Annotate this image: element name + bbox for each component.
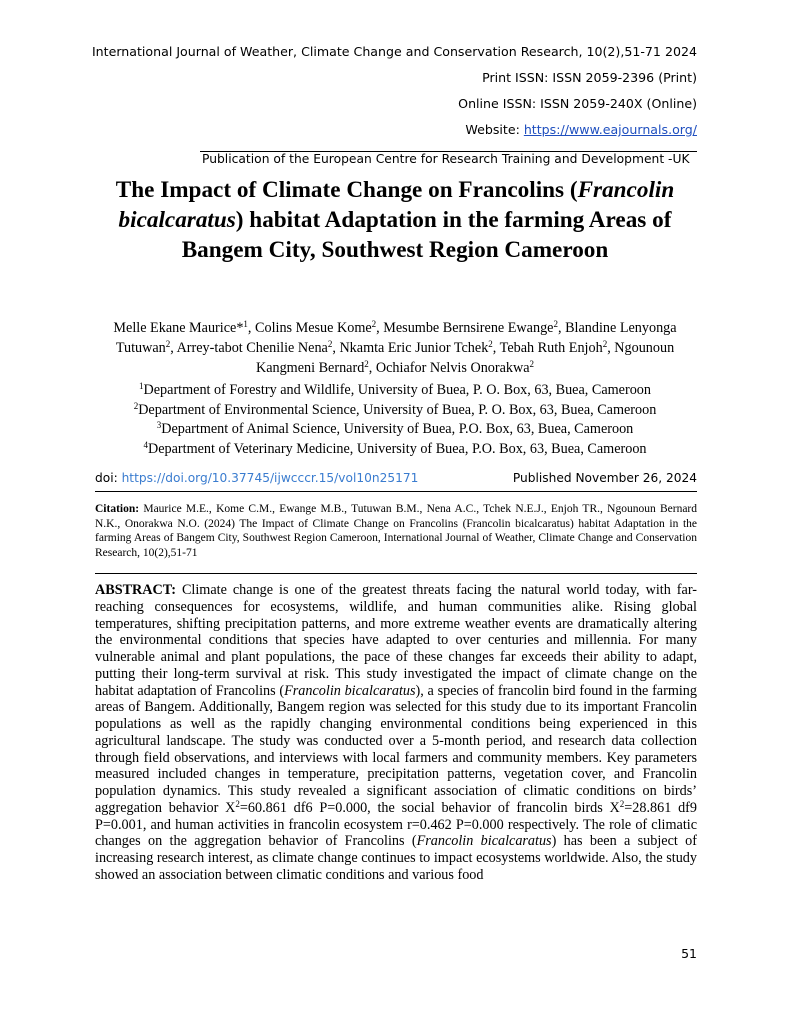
citation-label: Citation: [95,503,140,515]
abstract-label: ABSTRACT: [95,582,176,598]
title-part-1: The Impact of Climate Change on Francolins ( [115,177,578,203]
affiliation: $^1$Department of Forestry and Wildlife, University of Buea, P. O. Box, 63, Buea, Cameroon [139,381,651,398]
author-list [100,318,690,378]
affiliation-list [100,381,690,459]
doi-row [95,471,697,485]
website-link[interactable]: https://www.eajournals.org/ [523,122,697,137]
author: Mesumbe Bernsirene Ewange$^2$, [383,319,566,336]
doi-link[interactable]: https://doi.org/10.37745/ijwcccr.15/vol10n25171 [121,471,419,485]
citation-block [95,502,697,560]
affiliation: $^4$Department of Veterinary Medicine, University of Buea, P.O. Box, 63, Buea, Cameroon [143,439,647,457]
title-part-2: ) habitat Adaptation in the farming Areas of Bangem City, Southwest Region Cameroon [181,207,672,263]
citation-divider [95,573,697,574]
author: Ochiafor Nelvis Onorakwa$^2$ [375,359,535,376]
print-issn: Print ISSN: ISSN 2059-2396 (Print) [482,70,697,85]
paper-title [95,175,695,265]
abstract: ABSTRACT: Climate change is one of the greatest threats facing the natural world today, with far-reaching consequences for ecosystems, wildlife, and human communities alike. Rising global temperatures, shifting precipitation patterns, and more extreme weather events are dramatically altering the environmental conditions that species have adapted to over centuries and millennia. For many vulnerable animal and plant populations, the pace of these changes far exceeds their ability to adapt, putting their long-term survival at risk. This study investigated the impact of climate change on the habitat adaptation of Francolins (Francolin bicalcaratus), a species of francolin bird found in the farming areas of Bangem. Additionally, Bangem region was selected for this study due to its important Francolin populations as well as the rapidly changing environmental conditions being experienced in this agricultural landscape. The study was conducted over a 5-month period, and research data collection through field observations, and interviews with local farmers and community members. Key parameters measured included changes in temperature, precipitation patterns, vegetation cover, and Francolin population dynamics. This study revealed a significant association of climatic conditions on birds’ aggregation behavior $X^2=60.861$ df6 P=0.000, the social behavior of francolin birds $X^2=28.861$ df9 P=0.001, and human activities in francolin ecosystem r=0.462 P=0.000 respectively. The role of climatic changes on the aggregation behavior of Francolins (Francolin bicalcaratus) has been a subject of increasing research interest, as climate change continues to impact ecosystems worldwide. Also, the study showed an association between climatic conditions and various food [95,582,697,883]
affiliation: $^3$Department of Animal Science, University of Buea, P.O. Box, 63, Buea, Cameroon [156,420,634,437]
doi-divider [95,491,697,492]
online-issn: Online ISSN: ISSN 2059-240X (Online) [458,96,697,111]
title-species: Francolin bicalcaratus [118,177,675,233]
doi-label: doi: [95,471,122,485]
author: Arrey-tabot Chenilie Nena$^2$, [176,339,340,356]
author: Nkamta Eric Junior Tchek$^2$, [339,339,500,356]
author: Blandine Lenyonga Tutuwan$^2$, [115,320,677,356]
author: Colins Mesue Kome$^2$, [255,319,384,336]
author: Ngounoun Kangmeni Bernard$^2$, [255,340,675,376]
published-date: Published November 26, 2024 [512,471,697,485]
publisher-line: Publication of the European Centre for Research Training and Development -UK [202,152,690,166]
affiliation: $^2$Department of Environmental Science, University of Buea, P. O. Box, 63, Buea, Cameroon [133,400,657,418]
journal-header: International Journal of Weather, Climate Change and Conservation Research, 10(2),51-71 2024 [91,44,697,59]
website-label: Website: [465,122,524,137]
page-number: 51 [681,946,697,961]
author: Melle Ekane Maurice*$^1$, [113,319,256,336]
author: Tebah Ruth Enjoh$^2$, [499,339,615,356]
citation-text: Maurice M.E., Kome C.M., Ewange M.B., Tutuwan B.M., Nena A.C., Tchek N.E.J., Enjoh TR., Ngounoun Bernard N.K., Onorakwa N.O. (2024) The Impact of Climate Change on Francolins (Francolin bicalcaratus) habitat Adaptation in the farming Areas of Bangem City, Southwest Region Cameroon, International Journal of Weather, Climate Change and Conservation Research, 10(2),51-71 [95,503,697,559]
website-line [465,122,697,137]
